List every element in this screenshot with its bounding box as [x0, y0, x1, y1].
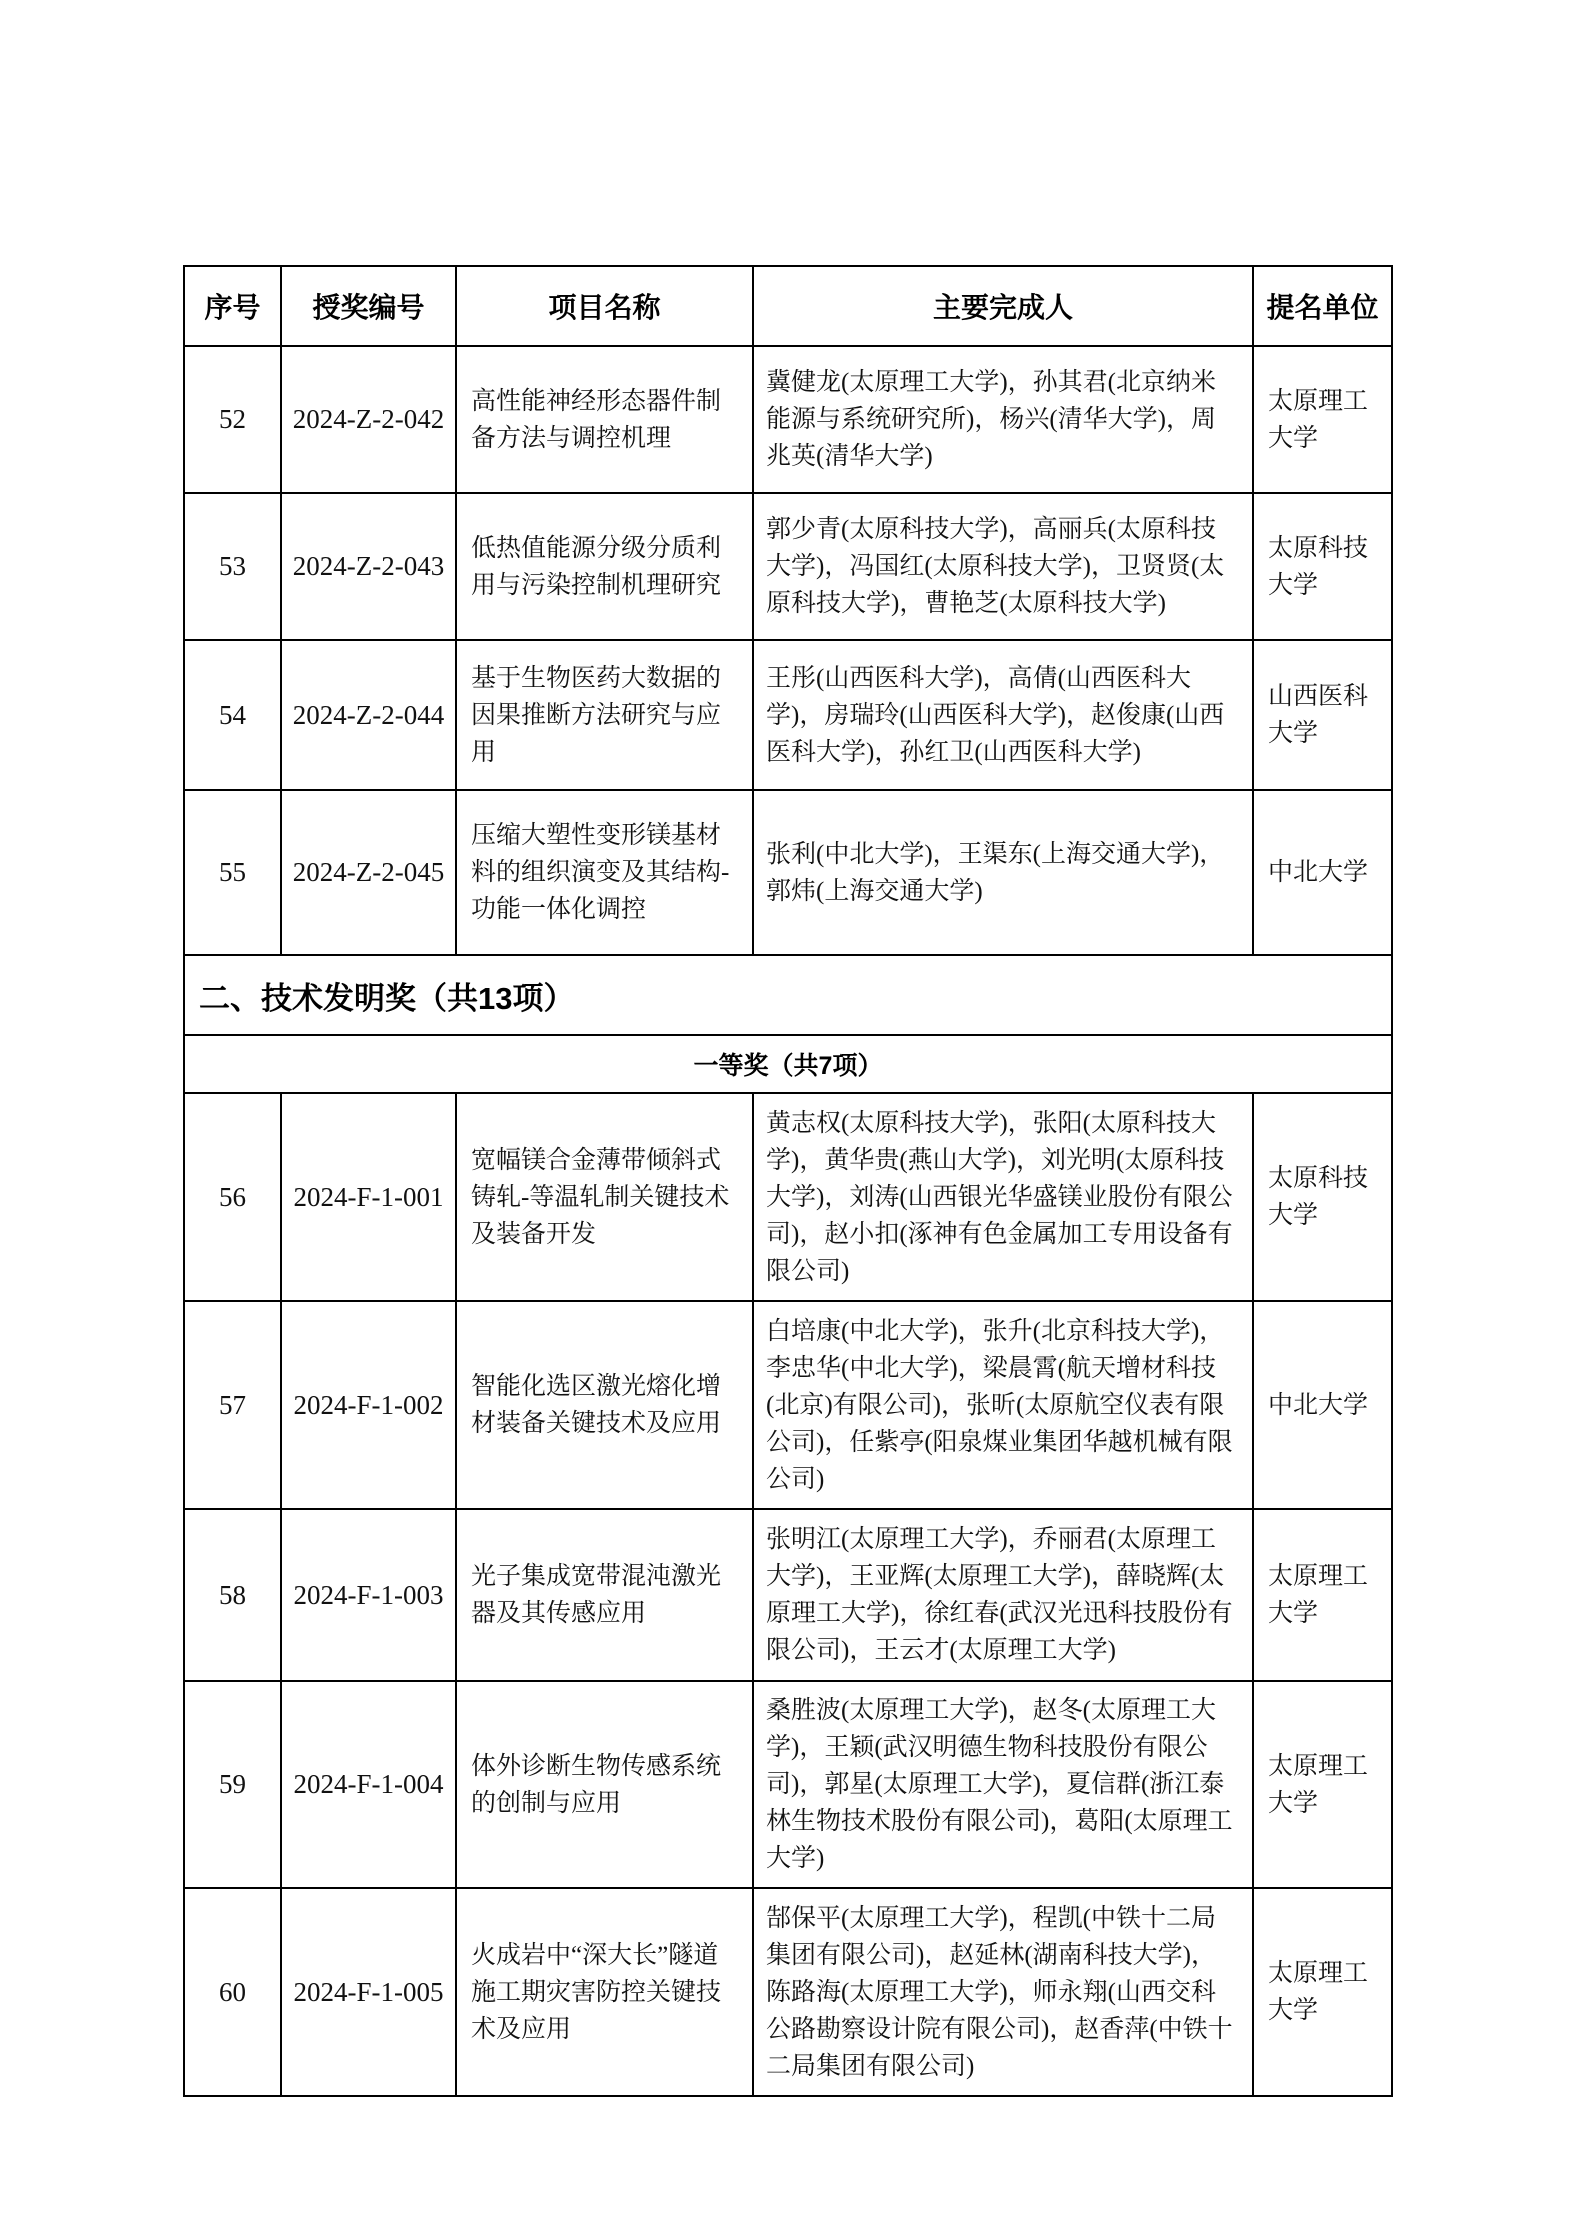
cell-project-name: 低热值能源分级分质利用与污染控制机理研究 — [456, 493, 753, 640]
section-title: 二、技术发明奖（共13项） — [184, 955, 1392, 1035]
cell-nominator: 中北大学 — [1253, 1301, 1392, 1509]
cell-serial: 55 — [184, 790, 281, 955]
header-contributors: 主要完成人 — [753, 266, 1253, 346]
cell-contributors: 郜保平(太原理工大学)，程凯(中铁十二局集团有限公司)，赵延林(湖南科技大学)，陈路海(太原理工大学)，师永翔(山西交科公路勘察设计院有限公司)，赵香萍(中铁十二局集团有限公司) — [753, 1888, 1253, 2096]
cell-serial: 58 — [184, 1509, 281, 1681]
header-serial: 序号 — [184, 266, 281, 346]
table-row — [184, 1888, 1392, 2096]
cell-contributors: 白培康(中北大学)，张升(北京科技大学)，李忠华(中北大学)，梁晨霄(航天增材科技(北京)有限公司)，张昕(太原航空仪表有限公司)，任紫亭(阳泉煤业集团华越机械有限公司) — [753, 1301, 1253, 1509]
cell-award-code: 2024-F-1-003 — [281, 1509, 456, 1681]
cell-serial: 60 — [184, 1888, 281, 2096]
cell-contributors: 桑胜波(太原理工大学)，赵冬(太原理工大学)，王颖(武汉明德生物科技股份有限公司)，郭星(太原理工大学)，夏信群(浙江泰林生物技术股份有限公司)，葛阳(太原理工大学) — [753, 1681, 1253, 1888]
table-row — [184, 346, 1392, 493]
cell-nominator: 太原科技大学 — [1253, 493, 1392, 640]
cell-project-name: 高性能神经形态器件制备方法与调控机理 — [456, 346, 753, 493]
cell-nominator: 中北大学 — [1253, 790, 1392, 955]
cell-award-code: 2024-Z-2-044 — [281, 640, 456, 790]
cell-project-name: 火成岩中“深大长”隧道施工期灾害防控关键技术及应用 — [456, 1888, 753, 2096]
cell-award-code: 2024-F-1-002 — [281, 1301, 456, 1509]
cell-nominator: 太原理工大学 — [1253, 1681, 1392, 1888]
cell-serial: 54 — [184, 640, 281, 790]
cell-contributors: 张明江(太原理工大学)，乔丽君(太原理工大学)，王亚辉(太原理工大学)，薛晓辉(太原理工大学)，徐红春(武汉光迅科技股份有限公司)，王云才(太原理工大学) — [753, 1509, 1253, 1681]
table-row — [184, 790, 1392, 955]
cell-project-name: 体外诊断生物传感系统的创制与应用 — [456, 1681, 753, 1888]
cell-serial: 53 — [184, 493, 281, 640]
cell-award-code: 2024-Z-2-045 — [281, 790, 456, 955]
cell-nominator: 太原理工大学 — [1253, 1888, 1392, 2096]
cell-contributors: 张利(中北大学)，王渠东(上海交通大学)，郭炜(上海交通大学) — [753, 790, 1253, 955]
cell-award-code: 2024-F-1-001 — [281, 1093, 456, 1301]
cell-contributors: 冀健龙(太原理工大学)，孙其君(北京纳米能源与系统研究所)，杨兴(清华大学)，周兆英(清华大学) — [753, 346, 1253, 493]
cell-project-name: 宽幅镁合金薄带倾斜式铸轧-等温轧制关键技术及装备开发 — [456, 1093, 753, 1301]
header-nominator: 提名单位 — [1253, 266, 1392, 346]
section-title-row — [184, 955, 1392, 1035]
cell-nominator: 山西医科大学 — [1253, 640, 1392, 790]
table-row — [184, 1093, 1392, 1301]
table-row — [184, 493, 1392, 640]
header-award-code: 授奖编号 — [281, 266, 456, 346]
cell-award-code: 2024-F-1-005 — [281, 1888, 456, 2096]
cell-contributors: 郭少青(太原科技大学)，高丽兵(太原科技大学)，冯国红(太原科技大学)，卫贤贤(太原科技大学)，曹艳芝(太原科技大学) — [753, 493, 1253, 640]
subsection-title: 一等奖（共7项） — [184, 1035, 1392, 1093]
table-header-row — [184, 266, 1392, 346]
cell-project-name: 压缩大塑性变形镁基材料的组织演变及其结构-功能一体化调控 — [456, 790, 753, 955]
cell-serial: 59 — [184, 1681, 281, 1888]
cell-award-code: 2024-Z-2-042 — [281, 346, 456, 493]
cell-award-code: 2024-F-1-004 — [281, 1681, 456, 1888]
cell-serial: 52 — [184, 346, 281, 493]
table-row — [184, 1509, 1392, 1681]
cell-serial: 57 — [184, 1301, 281, 1509]
subsection-title-row — [184, 1035, 1392, 1093]
cell-nominator: 太原科技大学 — [1253, 1093, 1392, 1301]
table-row — [184, 1681, 1392, 1888]
cell-contributors: 王彤(山西医科大学)，高倩(山西医科大学)，房瑞玲(山西医科大学)，赵俊康(山西医科大学)，孙红卫(山西医科大学) — [753, 640, 1253, 790]
cell-project-name: 光子集成宽带混沌激光器及其传感应用 — [456, 1509, 753, 1681]
cell-award-code: 2024-Z-2-043 — [281, 493, 456, 640]
cell-nominator: 太原理工大学 — [1253, 346, 1392, 493]
cell-project-name: 智能化选区激光熔化增材装备关键技术及应用 — [456, 1301, 753, 1509]
table-row — [184, 1301, 1392, 1509]
cell-contributors: 黄志权(太原科技大学)，张阳(太原科技大学)，黄华贵(燕山大学)，刘光明(太原科技大学)，刘涛(山西银光华盛镁业股份有限公司)，赵小扣(涿神有色金属加工专用设备有限公司) — [753, 1093, 1253, 1301]
cell-serial: 56 — [184, 1093, 281, 1301]
award-table — [183, 265, 1393, 2097]
header-project-name: 项目名称 — [456, 266, 753, 346]
table-row — [184, 640, 1392, 790]
cell-nominator: 太原理工大学 — [1253, 1509, 1392, 1681]
cell-project-name: 基于生物医药大数据的因果推断方法研究与应用 — [456, 640, 753, 790]
